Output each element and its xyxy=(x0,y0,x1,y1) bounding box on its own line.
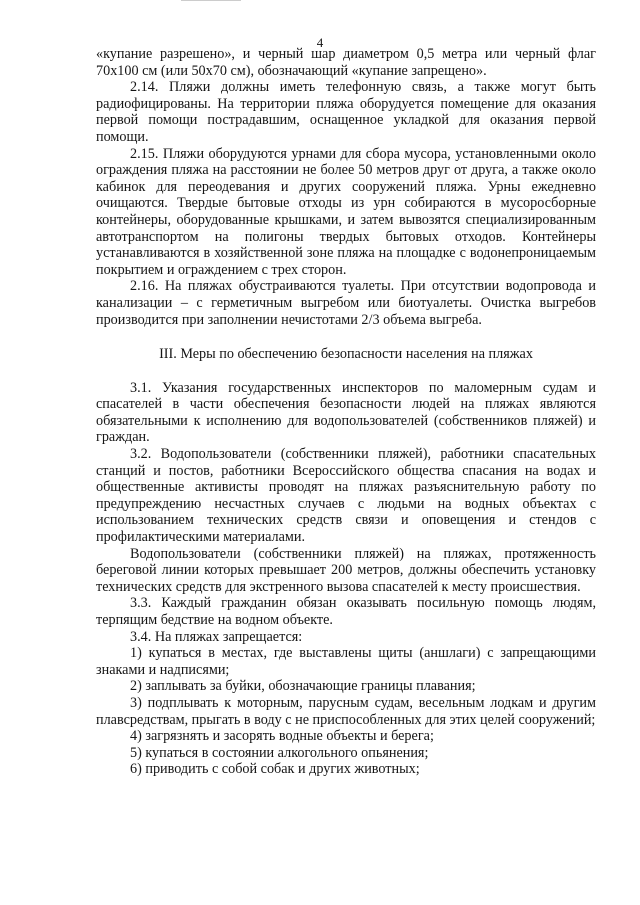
paragraph-2-15: 2.15. Пляжи оборудуются урнами для сбора мусора, установленными около ограждения пляжа на расстоянии не более 50 метров друг от друга, а также около кабинок для переодевания и других сооружений пляжа. Урны ежедневно очищаются. Твердые бытовые отходы из урн собираются в мусоросборные контейнеры, оборудованные крышками, и затем вывозятся специализированным автотранспортом на полигоны твердых бытовых отходов. Контейнеры устанавливаются в хозяйственной зоне пляжа на площадке с водонепроницаемым покрытием и ограждением с трех сторон. xyxy=(96,145,596,278)
paragraph-3-4: 3.4. На пляжах запрещается: xyxy=(130,628,303,645)
list-item: 5) купаться в состоянии алкогольного опьянения; xyxy=(130,744,429,761)
section-heading: III. Меры по обеспечению безопасности населения на пляжах xyxy=(159,346,533,363)
paragraph-3-2-extra: Водопользователи (собственники пляжей) на пляжах, протяженность береговой линии которых превышает 200 метров, должны обеспечить установку технических средств для экстренного вызова спасателей к месту происшествия. xyxy=(96,545,596,595)
paragraph-3-1: 3.1. Указания государственных инспекторов по маломерным судам и спасателей в части обеспечения безопасности людей на пляжах являются обязательными к исполнению для водопользователей (собственников пляжей) и граждан. xyxy=(96,379,596,446)
paragraph-2-14: 2.14. Пляжи должны иметь телефонную связь, а также могут быть радиофицированы. На территории пляжа оборудуется помещение для оказания первой помощи пострадавшим, оснащенное укладкой для оказания первой помощи. xyxy=(96,79,596,145)
scan-artifact xyxy=(181,0,241,4)
list-item: 6) приводить с собой собак и других животных; xyxy=(130,761,420,778)
paragraph-3-3: 3.3. Каждый гражданин обязан оказывать посильную помощь людям, терпящим бедствие на водном объекте. xyxy=(96,595,596,628)
paragraph-3-2: 3.2. Водопользователи (собственники пляжей), работники спасательных станций и постов, работники Всероссийского общества спасания на водах и общественные активисты проводят на пляжах разъяснительную работу по предупреждению несчастных случаев с людьми на водных объектах с использованием технических средств связи и оповещения и стендов с профилактическими материалами. xyxy=(96,446,596,546)
document-body xyxy=(96,46,596,778)
paragraph-2-16: 2.16. На пляжах обустраиваются туалеты. При отсутствии водопровода и канализации – с герметичным выгребом или биотуалеты. Очистка выгребов производится при заполнении нечистотами 2/3 объема выгреба. xyxy=(96,278,596,328)
page-number: 4 xyxy=(316,35,324,50)
list-item: 4) загрязнять и засорять водные объекты и берега; xyxy=(130,728,434,745)
list-item: 3) подплывать к моторным, парусным судам, весельным лодкам и другим плавсредствам, прыгать в воду с не приспособленных для этих целей сооружений; xyxy=(96,694,596,728)
paragraph-continuation: «купание разрешено», и черный шар диаметром 0,5 метра или черный флаг 70x100 см (или 50x70 см), обозначающий «купание запрещено». xyxy=(96,46,596,79)
list-item: 1) купаться в местах, где выставлены щиты (аншлаги) с запрещающими знаками и надписями; xyxy=(96,645,596,678)
list-item: 2) заплывать за буйки, обозначающие границы плавания; xyxy=(130,678,476,695)
